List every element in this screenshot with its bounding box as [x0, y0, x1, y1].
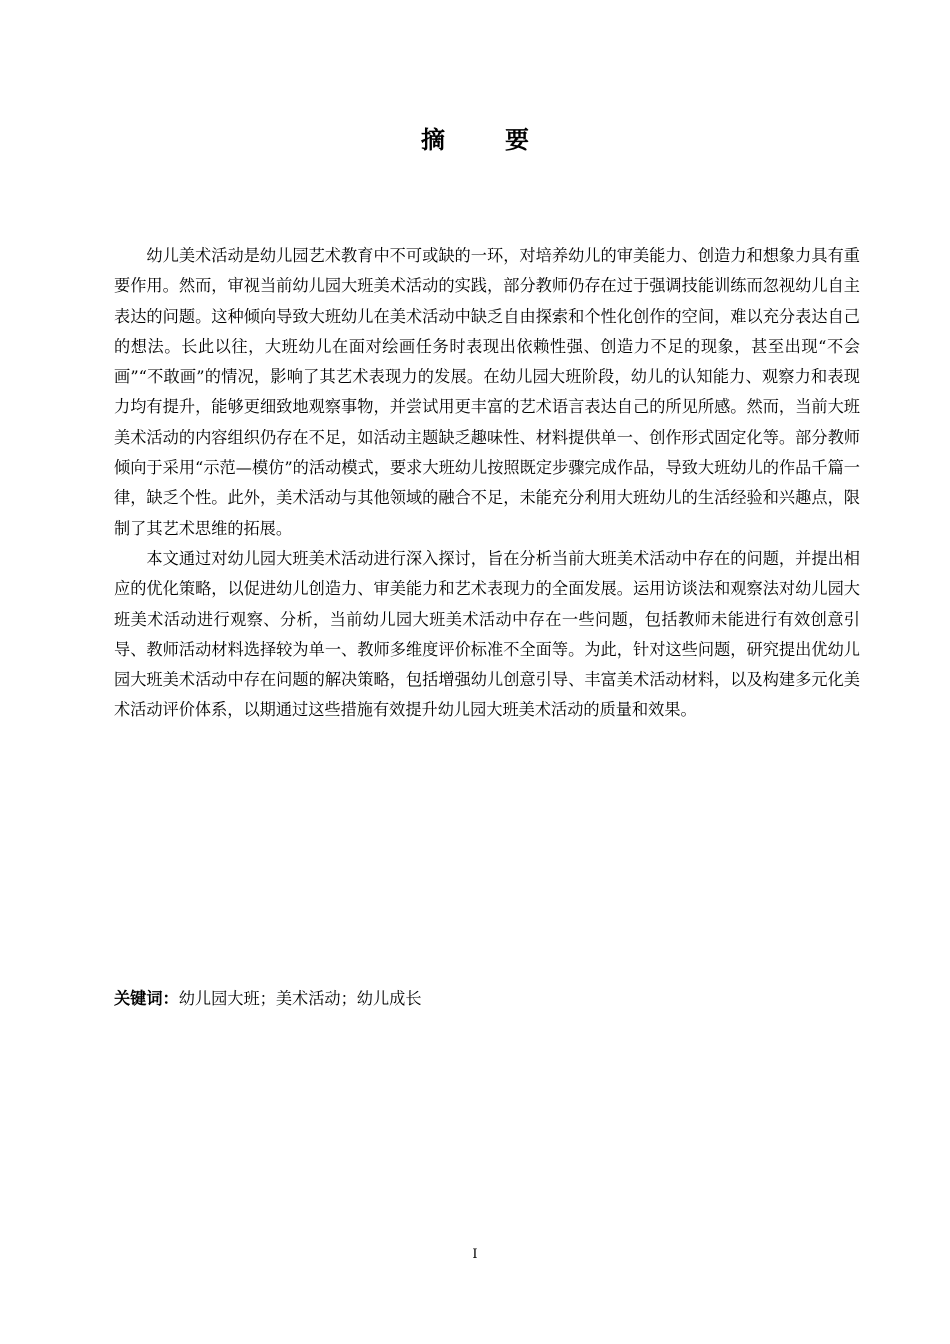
abstract-paragraph-1: 幼儿美术活动是幼儿园艺术教育中不可或缺的一环，对培养幼儿的审美能力、创造力和想象力具有重要作用。然而，审视当前幼儿园大班美术活动的实践，部分教师仍存在过于强调技能训练而忽视幼儿自主表达的问题。这种倾向导致大班幼儿在美术活动中缺乏自由探索和个性化创作的空间，难以充分表达自己的想法。长此以往，大班幼儿在面对绘画任务时表现出依赖性强、创造力不足的现象，甚至出现“不会画”“不敢画”的情况，影响了其艺术表现力的发展。在幼儿园大班阶段，幼儿的认知能力、观察力和表现力均有提升，能够更细致地观察事物，并尝试用更丰富的艺术语言表达自己的所见所感。然而，当前大班美术活动的内容组织仍存在不足，如活动主题缺乏趣味性、材料提供单一、创作形式固定化等。部分教师倾向于采用“示范—模仿”的活动模式，要求大班幼儿按照既定步骤完成作品，导致大班幼儿的作品千篇一律，缺乏个性。此外，美术活动与其他领域的融合不足，未能充分利用大班幼儿的生活经验和兴趣点，限制了其艺术思维的拓展。: [114, 246, 860, 538]
keywords-line: [114, 984, 860, 1014]
keywords-label: 关键词：: [114, 989, 179, 1008]
keywords-value: 幼儿园大班；美术活动；幼儿成长: [178, 989, 422, 1008]
page-number: I: [472, 1247, 478, 1262]
page-title: 摘 要: [421, 125, 547, 154]
abstract-body: [114, 241, 860, 726]
abstract-paragraph-2: 本文通过对幼儿园大班美术活动进行深入探讨，旨在分析当前大班美术活动中存在的问题，并提出相应的优化策略，以促进幼儿创造力、审美能力和艺术表现力的全面发展。运用访谈法和观察法对幼儿园大班美术活动进行观察、分析，当前幼儿园大班美术活动中存在一些问题，包括教师未能进行有效创意引导、教师活动材料选择较为单一、教师多维度评价标准不全面等。为此，针对这些问题，研究提出优幼儿园大班美术活动中存在问题的解决策略，包括增强幼儿创意引导、丰富美术活动材料，以及构建多元化美术活动评价体系，以期通过这些措施有效提升幼儿园大班美术活动的质量和效果。: [114, 548, 860, 720]
